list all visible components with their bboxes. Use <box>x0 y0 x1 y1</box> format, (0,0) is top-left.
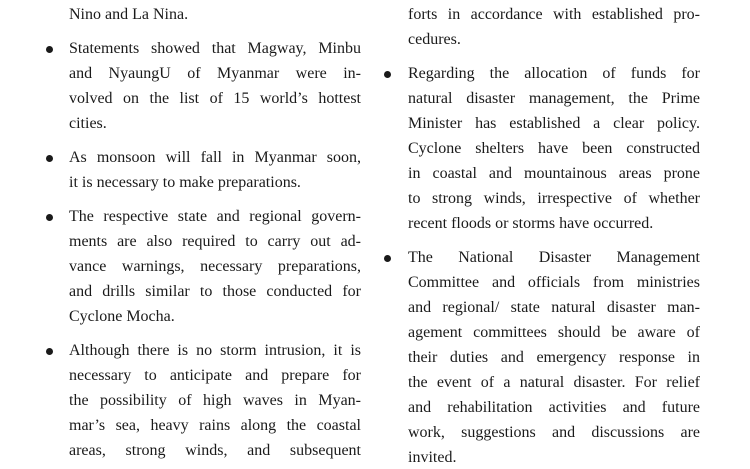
right-b2-line7: and rehabilitation activities and future <box>408 399 700 416</box>
right-column <box>408 0 700 466</box>
left-intro-tail: Nino and La Nina. <box>69 6 189 23</box>
right-b1-line7: recent floods or storms have occurred. <box>408 215 654 232</box>
left-bullet-1 <box>46 46 53 53</box>
right-b2-line3: and regional/ state natural disaster man- <box>408 299 700 316</box>
left-bullet-4 <box>46 348 53 355</box>
left-b4-line5: areas, strong winds, and subsequent <box>69 442 361 459</box>
right-b1-line2: natural disaster management, the Prime <box>408 90 700 107</box>
right-b2-line5: their duties and emergency response in <box>408 349 700 366</box>
right-b2-line4: agement committees should be aware of <box>408 324 700 341</box>
left-b1-line2: and NyaungU of Myanmar were in- <box>69 65 361 82</box>
right-b2-line6: the event of a natural disaster. For relief <box>408 374 700 391</box>
left-b3-line2: ments are also required to carry out ad- <box>69 233 361 250</box>
left-b1-line3: volved on the list of 15 world’s hottest <box>69 90 361 107</box>
left-b2-line1: As monsoon will fall in Myanmar soon, <box>69 149 361 166</box>
right-bullet-2 <box>384 255 391 262</box>
left-b3-line4: and drills similar to those conducted for <box>69 283 361 300</box>
right-b2-line9: invited. <box>408 449 457 466</box>
right-b1-line3: Minister has established a clear policy. <box>408 115 700 132</box>
right-intro-line1: forts in accordance with established pro- <box>408 6 700 23</box>
left-b3-line5: Cyclone Mocha. <box>69 308 175 325</box>
right-b1-line5: in coastal and mountainous areas prone <box>408 165 700 182</box>
left-b4-line1: Although there is no storm intrusion, it is <box>69 342 361 359</box>
left-b4-line3: the possibility of high waves in Myan- <box>69 392 361 409</box>
right-b1-line6: to strong winds, irrespective of whether <box>408 190 700 207</box>
right-bullet-1 <box>384 71 391 78</box>
left-b4-line4: mar’s sea, heavy rains along the coastal <box>69 417 361 434</box>
left-column <box>69 0 361 460</box>
left-b1-line4: cities. <box>69 115 107 132</box>
left-b2-line2: it is necessary to make preparations. <box>69 174 301 191</box>
right-b2-line1: The National Disaster Management <box>408 249 700 266</box>
right-b1-line1: Regarding the allocation of funds for <box>408 65 700 82</box>
right-intro-line2: cedures. <box>408 31 461 48</box>
right-b1-line4: Cyclone shelters have been constructed <box>408 140 700 157</box>
left-b4-line2: necessary to anticipate and prepare for <box>69 367 361 384</box>
left-bullet-2 <box>46 155 53 162</box>
left-b1-line1: Statements showed that Magway, Minbu <box>69 40 361 57</box>
right-b2-line8: work, suggestions and discussions are <box>408 424 700 441</box>
left-bullet-3 <box>46 214 53 221</box>
left-b3-line3: vance warnings, necessary preparations, <box>69 258 361 275</box>
left-b3-line1: The respective state and regional govern- <box>69 208 361 225</box>
right-b2-line2: Committee and officials from ministries <box>408 274 700 291</box>
